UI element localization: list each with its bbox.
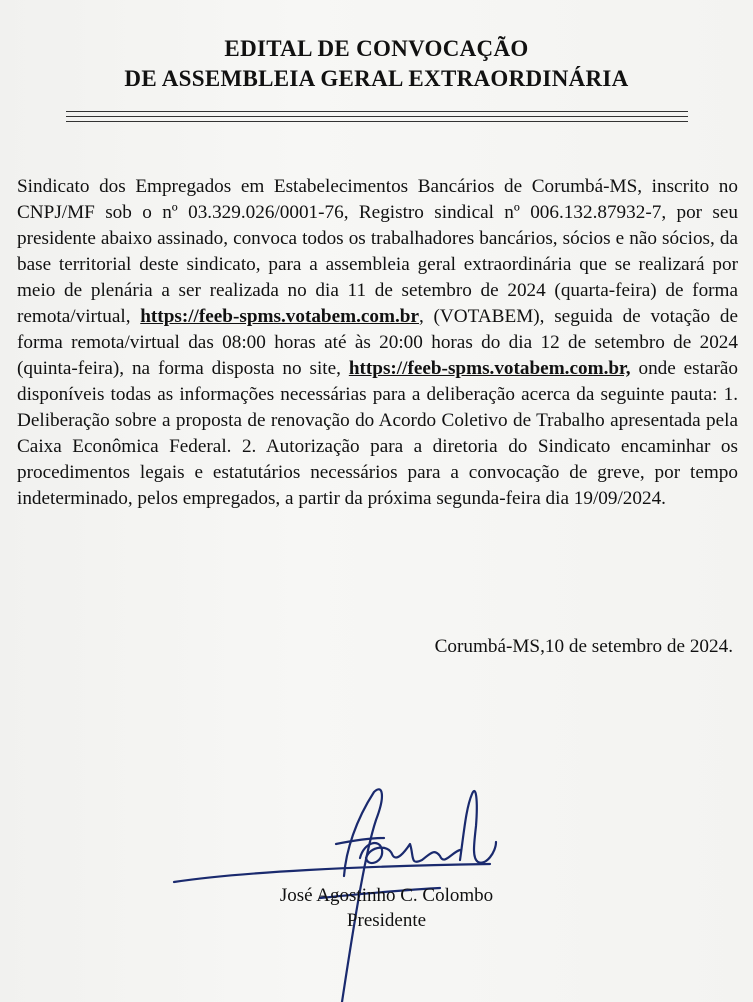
title-divider <box>66 121 688 122</box>
signatory-role: Presidente <box>346 910 427 931</box>
votabem-link-2[interactable]: https://feeb-spms.votabem.com.br, <box>348 358 631 379</box>
paragraph-text-part2: , (VOTABEM), seguida de votação de forma remota/virtual das 08:00 horas até às 20:00 horas do dia 12 de setembro de 2024 (quinta-feira), na forma disposta no site, <box>17 306 738 379</box>
document-title-line2: DE ASSEMBLEIA GERAL EXTRAORDINÁRIA <box>124 66 629 91</box>
paragraph-text-part1: Sindicato dos Empregados em Estabelecimentos Bancários de Corumbá-MS, inscrito no CNPJ/MF sob o nº 03.329.026/0001-76, Registro sindical nº 006.132.87932-7, por seu presidente abaixo assinado, convoca todos os trabalhadores bancários, sócios e não sócios, da base territorial deste sindicato, para a assembleia geral extraordinária que se realizará por meio de plenária a ser realizada no dia 11 de setembro de 2024 (quarta-feira) de forma remota/virtual, <box>17 176 738 327</box>
document-title-line1: EDITAL DE CONVOCAÇÃO <box>224 36 529 61</box>
convocation-paragraph <box>17 174 738 512</box>
votabem-link[interactable]: https://feeb-spms.votabem.com.br <box>140 306 419 327</box>
title-divider <box>66 111 688 112</box>
place-date-line: Corumbá-MS,10 de setembro de 2024. <box>434 636 733 657</box>
signatory-name: José Agostinho C. Colombo <box>279 885 494 906</box>
paragraph-text-part3: onde estarão disponíveis todas as informações necessárias para a deliberação acerca da seguinte pauta: 1. Deliberação sobre a proposta de renovação do Acordo Coletivo de Trabalho apresentada pela Caixa Econômica Federal. 2. Autorização para a diretoria do Sindicato encaminhar os procedimentos legais e estatutários necessários para a convocação de greve, por tempo indeterminado, pelos empregados, a partir da próxima segunda-feira dia 19/09/2024. <box>17 358 738 509</box>
title-divider <box>66 116 688 117</box>
